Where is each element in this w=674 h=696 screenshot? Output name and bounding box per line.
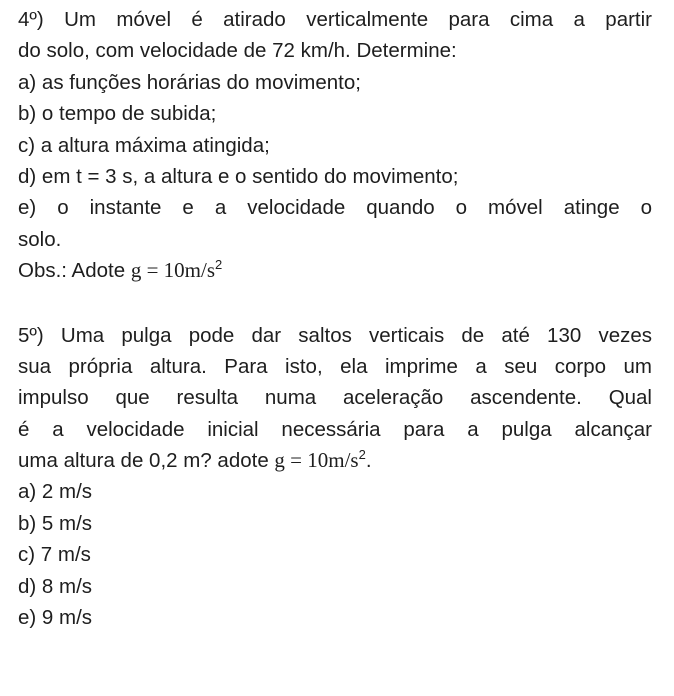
question-4-line: do solo, com velocidade de 72 km/h. Determine: [18,39,457,63]
question-5-formula: g = 10m/s [274,448,359,473]
question-4-item-a: a) as funções horárias do movimento; [18,70,361,94]
option-e: e) 9 m/s [18,606,93,630]
option-d: d) 8 m/s [18,574,93,598]
question-4-item-e-cont: solo. [18,227,62,251]
question-5-period: . [365,449,372,473]
question-5 [18,320,652,634]
question-5-line: 5º) Uma pulga pode dar saltos verticais de até 130 vezes [18,323,652,347]
obs-label: Obs.: Adote [18,259,131,283]
obs-formula: g = 10m/s [130,258,216,283]
question-4-item-b: b) o tempo de subida; [18,102,217,126]
question-4-line: 4º) Um móvel é atirado verticalmente para cima a partir [18,8,652,31]
question-separator [18,287,652,320]
question-4-item-d: d) em t = 3 s, a altura e o sentido do movimento; [18,164,459,188]
question-5-line: sua própria altura. Para isto, ela imprime a seu corpo um [18,354,652,378]
question-5-line: impulso que resulta numa aceleração ascendente. Qual [18,386,652,410]
question-4-item-c: c) a altura máxima atingida; [18,133,270,157]
question-5-line: é a velocidade inicial necessária para a pulga alcançar [18,417,652,441]
question-4-observation [18,255,652,286]
option-b: b) 5 m/s [18,511,93,535]
question-5-text: uma altura de 0,2 m? adote [18,449,275,473]
question-5-line [18,445,652,476]
question-5-exponent: 2 [358,447,366,463]
question-4 [18,4,652,287]
question-4-item-e: e) o instante e a velocidade quando o móvel atinge o [18,196,652,220]
option-a: a) 2 m/s [18,480,93,504]
obs-exponent: 2 [215,257,223,273]
option-c: c) 7 m/s [18,543,91,567]
